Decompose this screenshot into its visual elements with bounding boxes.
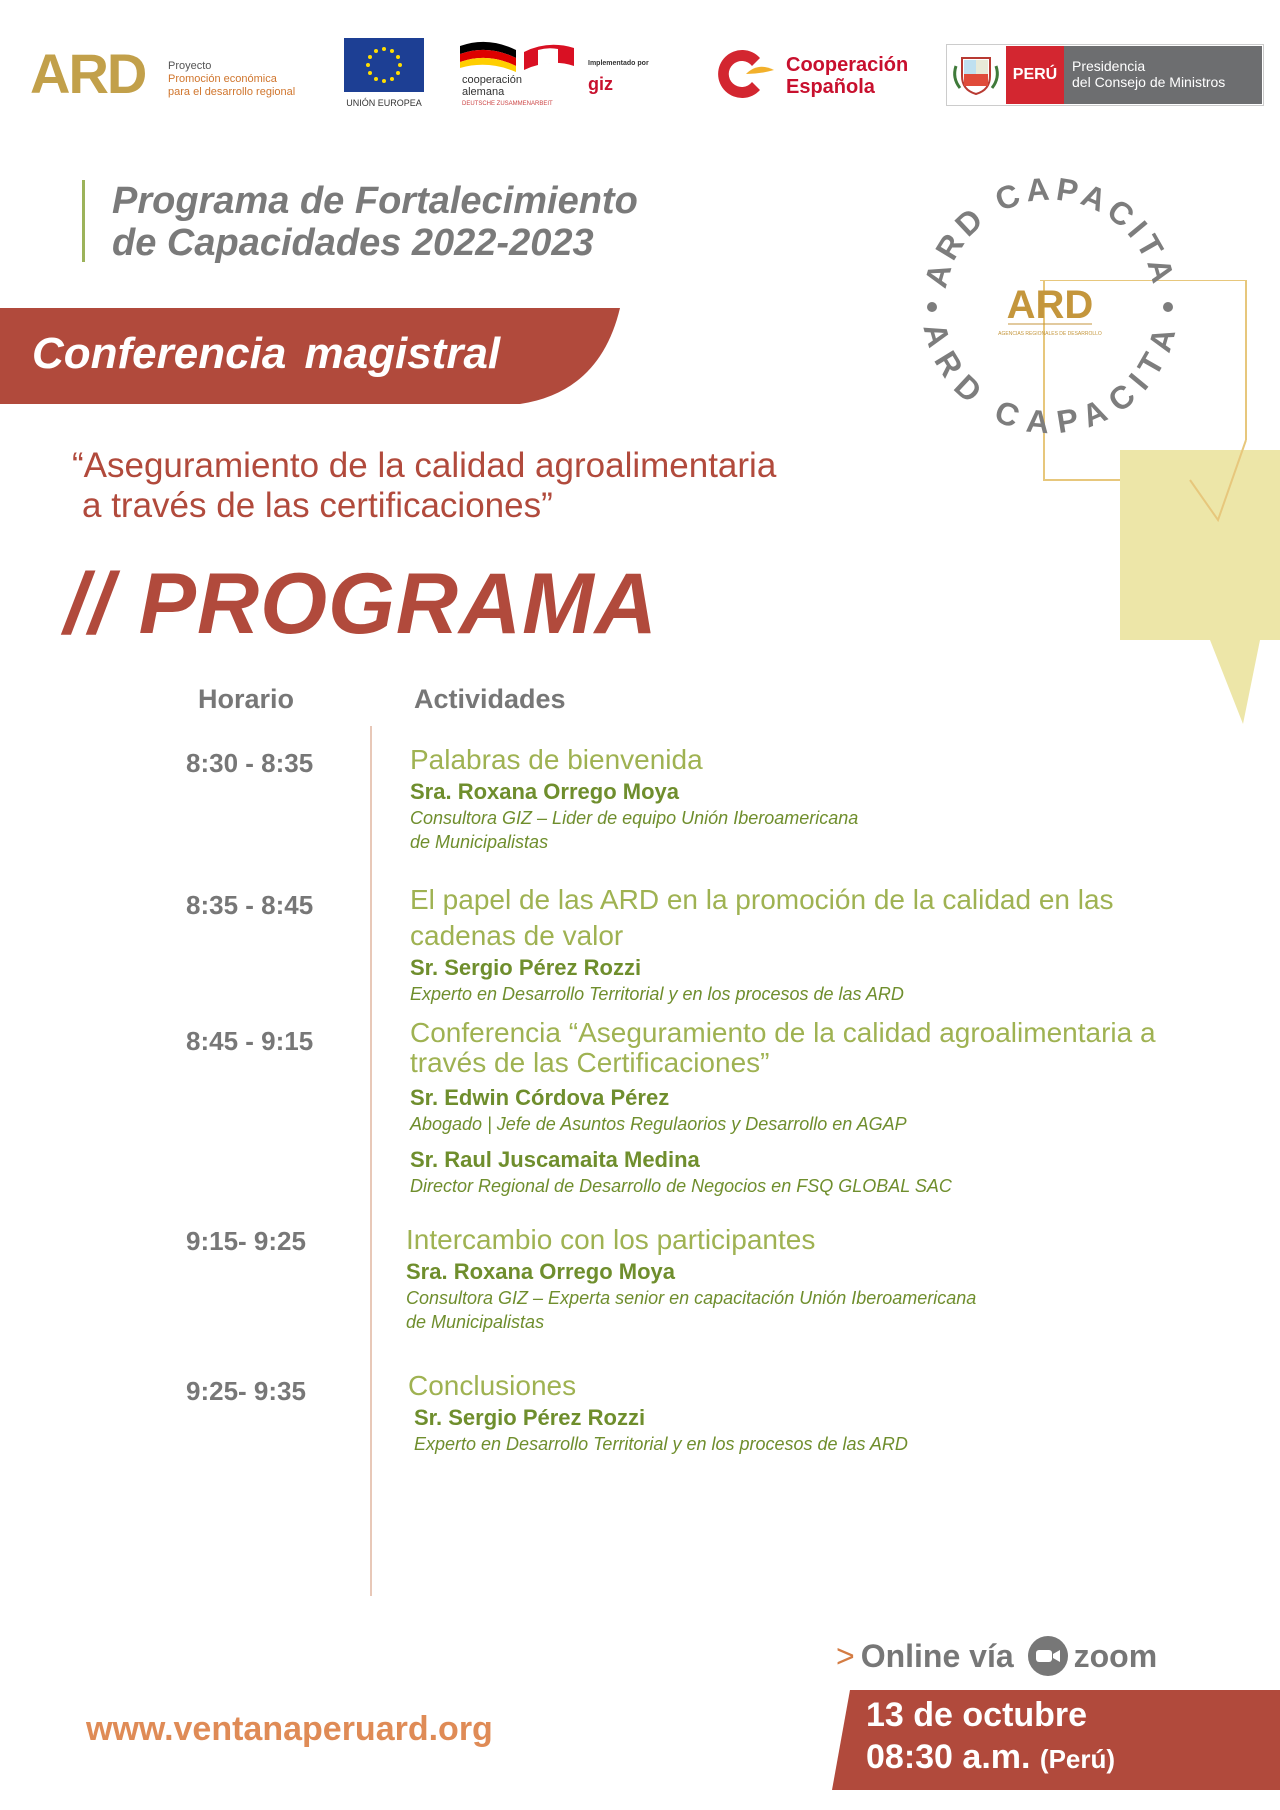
- activity-item: [408, 1368, 1248, 1456]
- conference-title-line2: a través de las certificaciones”: [82, 486, 553, 525]
- speaker-name: Sr. Sergio Pérez Rozzi: [410, 955, 642, 980]
- speaker-role: Consultora GIZ – Lider de equipo Unión Iberoamericana: [410, 808, 859, 828]
- speaker-name: Sr. Sergio Pérez Rozzi: [414, 1405, 646, 1430]
- activity-item: [406, 1222, 1246, 1334]
- badge-ard-logo: ARD: [1006, 283, 1094, 327]
- ard-caption-line2: Promoción económica: [168, 73, 277, 85]
- ce-line2: Española: [786, 76, 875, 98]
- peru-shield-icon: [950, 48, 1002, 100]
- eu-flag-logo: [344, 38, 424, 92]
- pcm-line1: Presidencia: [1072, 58, 1146, 74]
- program-title-line2: de Capacidades 2022-2023: [112, 222, 594, 264]
- zoom-camera-icon: [1028, 1636, 1068, 1676]
- speaker-role: Consultora GIZ – Experta senior en capacitación Unión Iberoamericana: [406, 1288, 977, 1308]
- website-link[interactable]: www.ventanaperuard.org: [86, 1710, 493, 1748]
- conference-title: [72, 446, 912, 526]
- speaker-name: Sr. Raul Juscamaita Medina: [410, 1147, 700, 1172]
- activity-title: Conclusiones: [408, 1370, 577, 1401]
- title-accent-rule: [82, 180, 85, 262]
- speaker-role: de Municipalistas: [406, 1312, 545, 1332]
- speaker-name: Sra. Roxana Orrego Moya: [410, 779, 679, 804]
- spanish-cooperation-text: [786, 54, 908, 98]
- coop-line2: alemana: [462, 86, 505, 98]
- activity-item: [410, 1018, 1250, 1198]
- time-slot: 8:30 - 8:35: [186, 748, 314, 778]
- badge-subtitle: AGENCIAS REGIONALES DE DESARROLLO: [998, 331, 1102, 337]
- speaker-name: Sra. Roxana Orrego Moya: [406, 1259, 675, 1284]
- ard-project-caption: [168, 60, 295, 99]
- chevron-right-icon: >: [836, 1637, 855, 1674]
- ard-caption-line1: Proyecto: [168, 60, 212, 72]
- column-header-time: Horario: [198, 684, 295, 714]
- event-date-time: [866, 1694, 1115, 1780]
- pcm-line2: del Consejo de Ministros: [1072, 74, 1226, 90]
- conference-banner-text: Conferencia magistral: [32, 329, 501, 378]
- speaker-role: Director Regional de Desarrollo de Negocios en FSQ GLOBAL SAC: [410, 1176, 952, 1196]
- event-time-line: [866, 1736, 1115, 1780]
- pcm-label: [1064, 46, 1262, 104]
- online-via-zoom: [836, 1636, 1157, 1676]
- column-header-activity: Actividades: [414, 684, 566, 714]
- online-label: Online vía: [860, 1637, 1014, 1674]
- german-cooperation-flag: [458, 38, 578, 78]
- zoom-logo: zoom: [1073, 1637, 1158, 1674]
- speaker-role: Abogado | Jefe de Asuntos Regulaorios y Desarrollo en AGAP: [410, 1114, 907, 1134]
- activity-item: [410, 882, 1250, 1006]
- giz-implemented-by: Implementado por: [588, 60, 649, 67]
- spanish-cooperation-icon: [716, 44, 776, 104]
- ard-logo: ARD: [30, 42, 146, 105]
- speaker-role: Experto en Desarrollo Territorial y en los procesos de las ARD: [414, 1434, 908, 1454]
- time-slot: 9:15- 9:25: [186, 1226, 306, 1256]
- eu-label: UNIÓN EUROPEA: [346, 98, 422, 108]
- programa-heading: // PROGRAMA: [64, 556, 658, 652]
- activity-title: Intercambio con los participantes: [406, 1224, 816, 1255]
- program-title-line1: Programa de Fortalecimiento: [112, 180, 638, 222]
- svg-text:ARD CAPACITA: [920, 170, 1180, 291]
- activity-title: Palabras de bienvenida: [410, 744, 703, 775]
- time-slot: 8:45 - 9:15: [186, 1026, 314, 1056]
- conference-title-line1: “Aseguramiento de la calidad agroalimentaria: [72, 446, 777, 485]
- event-date: 13 de octubre: [866, 1696, 1088, 1734]
- ard-caption-line3: para el desarrollo regional: [168, 86, 296, 98]
- svg-text:ARD CAPACITA: [920, 319, 1180, 441]
- badge-ring-top: ARD CAPACITA: [920, 170, 1180, 292]
- time-slot: 9:25- 9:35: [186, 1376, 306, 1406]
- badge-ring-bottom: ARD CAPACITA: [920, 318, 1180, 441]
- activity-title: cadenas de valor: [410, 920, 624, 951]
- ard-capacita-badge: [920, 160, 1180, 450]
- activity-title: Conferencia “Aseguramiento de la calidad agroalimentaria a: [410, 1017, 1156, 1048]
- peru-label: PERÚ: [1006, 46, 1064, 104]
- giz-logo: giz: [588, 74, 613, 94]
- event-timezone: (Perú): [1039, 1744, 1116, 1774]
- coop-line1: cooperación: [462, 74, 522, 86]
- event-time: 08:30 a.m.: [866, 1738, 1031, 1776]
- german-cooperation-text: [462, 74, 553, 110]
- activity-item: [410, 742, 1230, 854]
- coop-line3: DEUTSCHE ZUSAMMENARBEIT: [462, 101, 553, 107]
- speaker-role: de Municipalistas: [410, 832, 549, 852]
- speaker-role: Experto en Desarrollo Territorial y en los procesos de las ARD: [410, 984, 904, 1004]
- program-title: [112, 180, 732, 264]
- activity-title: El papel de las ARD en la promoción de la calidad en las: [410, 884, 1114, 915]
- speaker-name: Sr. Edwin Córdova Pérez: [410, 1085, 670, 1110]
- time-slot: 8:35 - 8:45: [186, 890, 314, 920]
- table-divider: [370, 726, 372, 1596]
- ce-line1: Cooperación: [786, 54, 909, 76]
- activity-title: través de las Certificaciones”: [410, 1047, 770, 1078]
